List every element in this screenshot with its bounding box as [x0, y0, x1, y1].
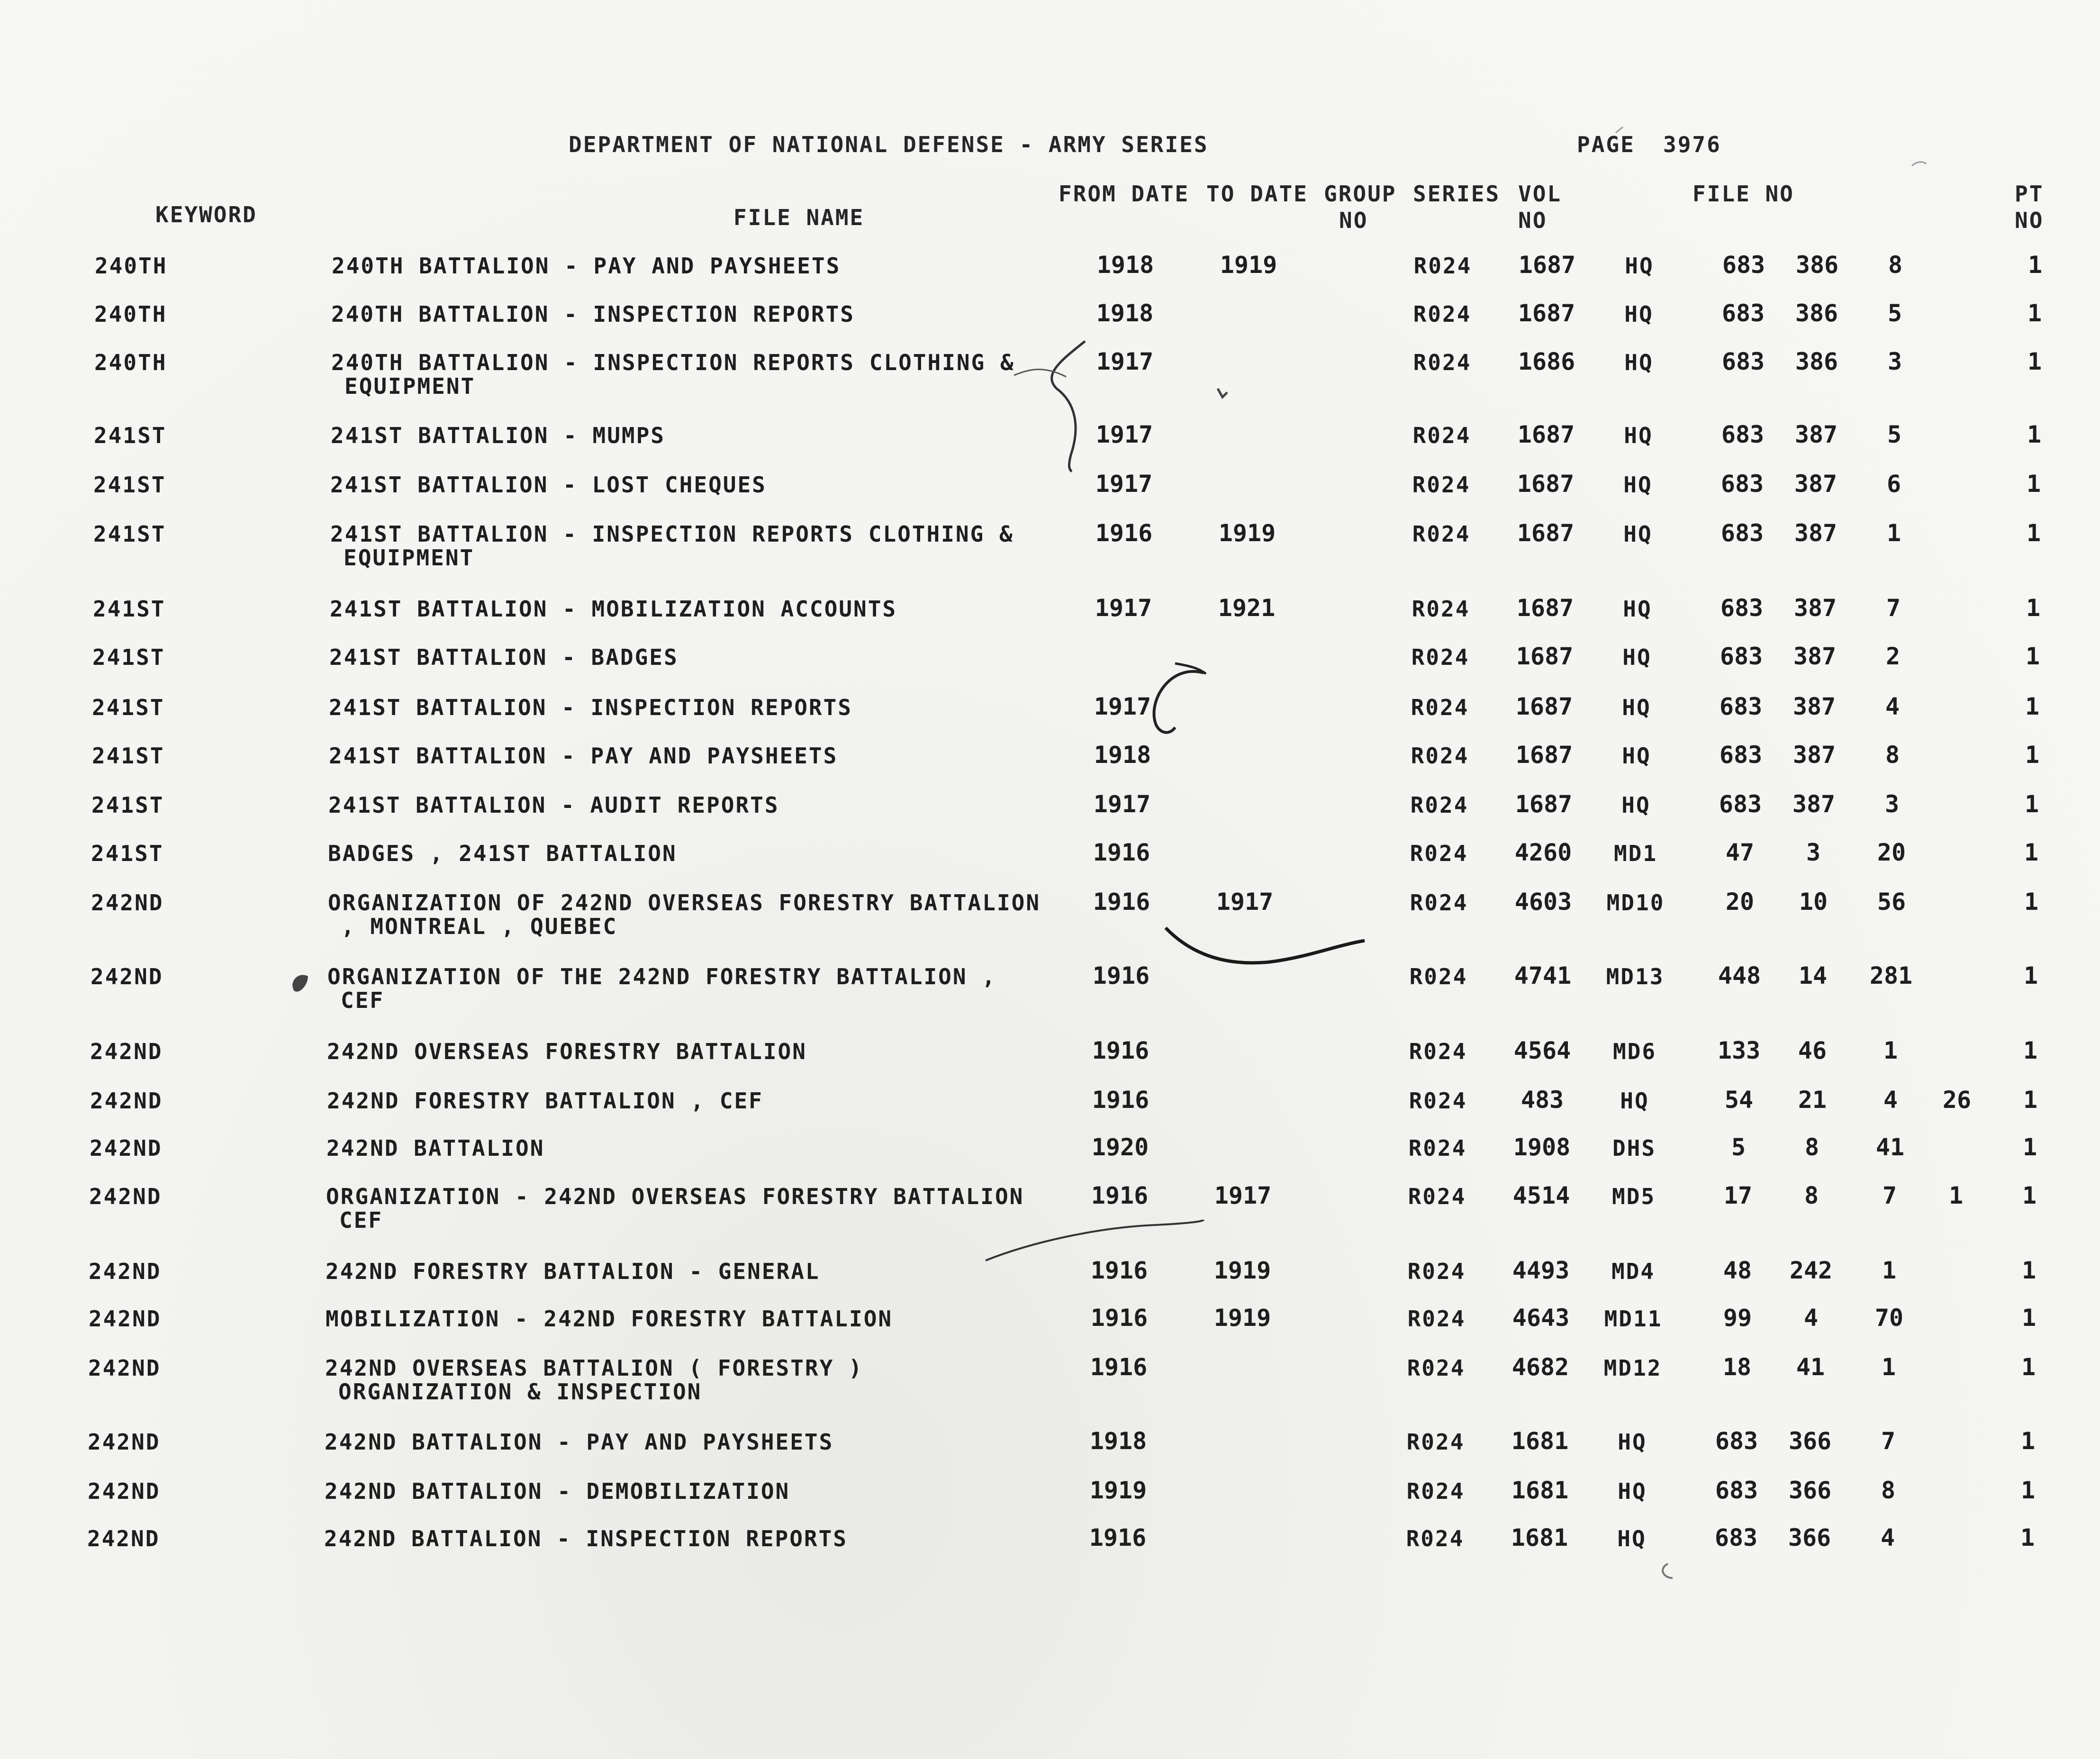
keyword-cell: 241ST	[91, 792, 164, 818]
series-cell: R024	[1413, 350, 1472, 375]
keyword-cell: 242ND	[90, 1135, 163, 1161]
file-name-cell: 242ND OVERSEAS BATTALION ( FORESTRY )	[325, 1355, 863, 1381]
file-prefix-cell: MD6	[1612, 1039, 1657, 1064]
series-cell: R024	[1411, 695, 1469, 720]
file-no-3-cell: 7	[1886, 594, 1901, 622]
from-date-cell: 1917	[1096, 348, 1154, 375]
from-date-cell: 1917	[1094, 693, 1151, 720]
to-date-cell: 1919	[1213, 1257, 1271, 1284]
file-no-3-cell: 1	[1886, 519, 1901, 547]
to-date-cell: 1919	[1218, 519, 1276, 547]
col-group-no: NO	[1339, 208, 1368, 233]
file-name-cell: ORGANIZATION OF THE 242ND FORESTRY BATTALION ,	[327, 964, 996, 989]
keyword-cell: 242ND	[89, 1306, 162, 1332]
keyword-cell: 240TH	[95, 253, 168, 279]
keyword-cell: 242ND	[91, 890, 164, 916]
vol-no-cell: 4643	[1512, 1304, 1570, 1332]
from-date-cell: 1916	[1090, 1353, 1148, 1381]
to-date-cell: 1919	[1220, 251, 1277, 279]
series-cell: R024	[1408, 1184, 1466, 1209]
series-cell: R024	[1413, 301, 1472, 327]
file-no-3-cell: 5	[1887, 299, 1902, 327]
series-cell: R024	[1410, 792, 1469, 818]
series-cell: R024	[1412, 423, 1471, 448]
part-no-cell: 1	[2021, 1257, 2037, 1284]
part-no-cell: 1	[2020, 1427, 2036, 1455]
file-no-2-cell: 46	[1798, 1037, 1827, 1064]
keyword-cell: 241ST	[94, 423, 167, 448]
file-no-3-cell: 8	[1881, 1477, 1896, 1504]
file-name-cell: 241ST BATTALION - LOST CHEQUES	[330, 472, 767, 498]
series-cell: R024	[1410, 841, 1468, 866]
keyword-cell: 241ST	[93, 521, 166, 547]
keyword-cell: 242ND	[91, 964, 163, 989]
vol-no-cell: 1687	[1518, 299, 1575, 327]
file-prefix-cell: HQ	[1624, 423, 1653, 448]
part-no-cell: 1	[2024, 888, 2039, 916]
file-no-3-cell: 4	[1885, 693, 1900, 720]
file-no-1-cell: 683	[1721, 348, 1765, 375]
from-date-cell: 1916	[1092, 1086, 1150, 1114]
file-no-2-cell: 3	[1806, 839, 1821, 866]
vol-no-cell: 1687	[1517, 470, 1575, 498]
vol-no-cell: 1687	[1516, 594, 1574, 622]
file-no-3-cell: 2	[1885, 643, 1901, 670]
file-name-cell: 242ND FORESTRY BATTALION - GENERAL	[326, 1259, 820, 1284]
file-no-1-cell: 683	[1719, 790, 1762, 818]
from-date-cell: 1917	[1095, 594, 1152, 622]
file-no-2-cell: 387	[1792, 790, 1836, 818]
keyword-cell: 241ST	[93, 472, 166, 498]
vol-no-cell: 1687	[1515, 741, 1573, 769]
vol-no-cell: 4603	[1514, 888, 1572, 916]
from-date-cell: 1917	[1093, 790, 1151, 818]
vol-no-cell: 1681	[1511, 1427, 1569, 1455]
vol-no-cell: 4514	[1512, 1182, 1570, 1209]
keyword-cell: 242ND	[89, 1259, 162, 1284]
document-title: DEPARTMENT OF NATIONAL DEFENSE - ARMY SERIES	[569, 132, 1209, 157]
file-name-cell: 242ND BATTALION	[326, 1135, 545, 1161]
file-no-2-cell: 387	[1794, 470, 1838, 498]
file-no-2-cell: 8	[1804, 1133, 1819, 1161]
file-no-4-cell: 26	[1942, 1086, 1972, 1114]
file-no-2-cell: 386	[1795, 251, 1839, 279]
part-no-cell: 1	[2023, 1037, 2038, 1064]
file-name-continuation: EQUIPMENT	[344, 373, 476, 399]
file-no-1-cell: 683	[1721, 421, 1765, 448]
part-no-cell: 1	[2021, 1304, 2037, 1332]
keyword-cell: 242ND	[90, 1088, 163, 1114]
file-no-3-cell: 5	[1887, 421, 1902, 448]
series-cell: R024	[1410, 890, 1468, 916]
file-prefix-cell: HQ	[1622, 695, 1651, 720]
series-cell: R024	[1406, 1526, 1465, 1551]
from-date-cell: 1916	[1090, 1304, 1148, 1332]
keyword-cell: 241ST	[92, 644, 165, 670]
file-no-3-cell: 70	[1874, 1304, 1904, 1332]
col-to-date: TO DATE	[1206, 181, 1308, 207]
part-no-cell: 1	[2027, 299, 2042, 327]
file-name-cell: 240TH BATTALION - PAY AND PAYSHEETS	[332, 253, 841, 279]
col-from-date: FROM DATE	[1059, 181, 1190, 207]
from-date-cell: 1918	[1094, 741, 1151, 769]
file-no-2-cell: 21	[1798, 1086, 1827, 1114]
file-name-cell: 242ND BATTALION - PAY AND PAYSHEETS	[325, 1429, 834, 1455]
col-vol-no: NO	[1518, 208, 1548, 233]
file-no-3-cell: 20	[1877, 839, 1906, 866]
series-cell: R024	[1407, 1355, 1466, 1381]
file-prefix-cell: HQ	[1617, 1526, 1647, 1551]
keyword-cell: 240TH	[94, 350, 167, 375]
file-no-1-cell: 683	[1715, 1477, 1758, 1504]
file-no-1-cell: 48	[1723, 1257, 1752, 1284]
file-no-1-cell: 683	[1719, 693, 1763, 720]
file-prefix-cell: HQ	[1622, 644, 1652, 670]
from-date-cell: 1916	[1089, 1524, 1147, 1551]
file-no-3-cell: 8	[1888, 251, 1903, 279]
file-name-cell: 241ST BATTALION - AUDIT REPORTS	[328, 792, 779, 818]
file-no-3-cell: 56	[1877, 888, 1906, 916]
file-prefix-cell: DHS	[1612, 1135, 1656, 1161]
file-prefix-cell: MD5	[1611, 1184, 1656, 1209]
part-no-cell: 1	[2020, 1477, 2036, 1504]
file-name-cell: ORGANIZATION OF 242ND OVERSEAS FORESTRY BATTALION	[328, 890, 1041, 916]
col-pt: PT	[2015, 181, 2044, 207]
file-no-1-cell: 683	[1714, 1524, 1758, 1551]
part-no-cell: 1	[2023, 962, 2038, 989]
vol-no-cell: 1687	[1516, 643, 1574, 670]
vol-no-cell: 1908	[1513, 1133, 1571, 1161]
file-no-2-cell: 387	[1793, 643, 1837, 670]
vol-no-cell: 1687	[1515, 693, 1573, 720]
file-no-1-cell: 17	[1723, 1182, 1753, 1209]
file-name-cell: 241ST BATTALION - PAY AND PAYSHEETS	[329, 743, 838, 769]
keyword-cell: 242ND	[89, 1184, 162, 1209]
part-no-cell: 1	[2026, 470, 2041, 498]
part-no-cell: 1	[2020, 1524, 2035, 1551]
from-date-cell: 1916	[1093, 888, 1150, 916]
to-date-cell: 1919	[1213, 1304, 1271, 1332]
part-no-cell: 1	[2027, 421, 2042, 448]
file-no-1-cell: 5	[1731, 1133, 1746, 1161]
keyword-cell: 242ND	[88, 1355, 161, 1381]
file-no-2-cell: 387	[1792, 741, 1836, 769]
from-date-cell: 1916	[1092, 962, 1150, 989]
file-no-1-cell: 47	[1725, 839, 1755, 866]
file-prefix-cell: HQ	[1624, 350, 1654, 375]
vol-no-cell: 1687	[1515, 790, 1573, 818]
series-cell: R024	[1412, 521, 1471, 547]
from-date-cell: 1918	[1096, 251, 1154, 279]
series-cell: R024	[1413, 253, 1472, 279]
vol-no-cell: 1681	[1511, 1477, 1569, 1504]
file-name-cell: 242ND OVERSEAS FORESTRY BATTALION	[327, 1039, 807, 1064]
file-name-continuation: EQUIPMENT	[344, 545, 475, 571]
vol-no-cell: 4493	[1512, 1257, 1570, 1284]
file-prefix-cell: HQ	[1624, 301, 1654, 327]
series-cell: R024	[1412, 472, 1471, 498]
file-no-1-cell: 683	[1720, 594, 1764, 622]
part-no-cell: 1	[2026, 594, 2041, 622]
vol-no-cell: 4682	[1512, 1353, 1569, 1381]
from-date-cell: 1917	[1095, 421, 1153, 448]
series-cell: R024	[1406, 1429, 1465, 1455]
file-name-cell: 242ND BATTALION - INSPECTION REPORTS	[324, 1526, 848, 1551]
file-no-3-cell: 1	[1882, 1257, 1897, 1284]
file-prefix-cell: HQ	[1618, 1429, 1647, 1455]
file-no-2-cell: 386	[1795, 348, 1838, 375]
file-prefix-cell: MD13	[1606, 964, 1665, 989]
part-no-cell: 1	[2027, 348, 2042, 375]
file-no-2-cell: 387	[1792, 693, 1836, 720]
file-name-cell: 242ND BATTALION - DEMOBILIZATION	[325, 1478, 790, 1504]
from-date-cell: 1916	[1095, 519, 1153, 547]
col-keyword: KEYWORD	[155, 202, 257, 227]
from-date-cell: 1916	[1091, 1182, 1149, 1209]
part-no-cell: 1	[2024, 790, 2039, 818]
file-no-3-cell: 6	[1886, 470, 1901, 498]
file-no-1-cell: 683	[1715, 1427, 1758, 1455]
from-date-cell: 1920	[1091, 1133, 1149, 1161]
vol-no-cell: 483	[1521, 1086, 1564, 1114]
file-no-2-cell: 4	[1803, 1304, 1819, 1332]
part-no-cell: 1	[2021, 1353, 2036, 1381]
file-no-1-cell: 683	[1720, 519, 1764, 547]
from-date-cell: 1918	[1089, 1427, 1147, 1455]
from-date-cell: 1916	[1092, 1037, 1150, 1064]
page-label: PAGE	[1577, 132, 1635, 157]
series-cell: R024	[1409, 964, 1468, 989]
file-name-continuation: , MONTREAL , QUEBEC	[341, 914, 618, 939]
part-no-cell: 1	[2028, 251, 2043, 279]
col-group: GROUP	[1324, 181, 1397, 207]
file-no-3-cell: 3	[1887, 348, 1902, 375]
keyword-cell: 242ND	[87, 1526, 160, 1551]
part-no-cell: 1	[2025, 693, 2040, 720]
file-no-2-cell: 41	[1796, 1353, 1825, 1381]
file-no-3-cell: 7	[1882, 1182, 1897, 1209]
vol-no-cell: 1687	[1518, 251, 1576, 279]
file-name-cell: BADGES , 241ST BATTALION	[328, 841, 677, 866]
file-no-2-cell: 386	[1795, 299, 1838, 327]
col-series: SERIES	[1413, 181, 1501, 207]
series-cell: R024	[1412, 596, 1470, 622]
series-cell: R024	[1406, 1478, 1465, 1504]
file-no-3-cell: 4	[1880, 1524, 1895, 1551]
file-prefix-cell: HQ	[1623, 596, 1652, 622]
series-cell: R024	[1407, 1306, 1466, 1332]
keyword-cell: 241ST	[92, 743, 165, 769]
file-no-3-cell: 281	[1869, 962, 1913, 989]
series-cell: R024	[1411, 743, 1469, 769]
col-file-no: FILE NO	[1693, 181, 1794, 207]
col-file-name: FILE NAME	[733, 205, 865, 230]
file-no-1-cell: 683	[1720, 643, 1763, 670]
file-name-cell: 241ST BATTALION - BADGES	[329, 644, 679, 670]
file-name-cell: MOBILIZATION - 242ND FORESTRY BATTALION	[326, 1306, 893, 1332]
to-date-cell: 1917	[1214, 1182, 1272, 1209]
file-no-2-cell: 366	[1788, 1477, 1832, 1504]
vol-no-cell: 1686	[1518, 348, 1575, 375]
vol-no-cell: 4260	[1514, 839, 1572, 866]
file-no-3-cell: 4	[1883, 1086, 1898, 1114]
vol-no-cell: 1687	[1517, 421, 1575, 448]
file-no-3-cell: 1	[1883, 1037, 1898, 1064]
file-name-cell: 241ST BATTALION - INSPECTION REPORTS	[329, 695, 852, 720]
file-name-cell: 241ST BATTALION - MUMPS	[331, 423, 665, 448]
keyword-cell: 241ST	[93, 596, 166, 622]
part-no-cell: 1	[2022, 1133, 2037, 1161]
keyword-cell: 240TH	[94, 301, 167, 327]
file-name-cell: 242ND FORESTRY BATTALION , CEF	[327, 1088, 763, 1114]
file-prefix-cell: MD12	[1603, 1355, 1662, 1381]
file-no-3-cell: 8	[1885, 741, 1900, 769]
file-no-3-cell: 1	[1881, 1353, 1896, 1381]
file-no-1-cell: 20	[1725, 888, 1755, 916]
file-prefix-cell: HQ	[1623, 521, 1653, 547]
file-prefix-cell: HQ	[1621, 792, 1651, 818]
part-no-cell: 1	[2025, 741, 2040, 769]
col-pt-no: NO	[2015, 208, 2044, 233]
file-no-1-cell: 133	[1717, 1037, 1761, 1064]
file-no-3-cell: 3	[1884, 790, 1900, 818]
file-name-continuation: CEF	[341, 988, 385, 1013]
keyword-cell: 242ND	[88, 1478, 161, 1504]
file-name-continuation: CEF	[339, 1207, 383, 1233]
file-no-1-cell: 683	[1719, 741, 1763, 769]
file-prefix-cell: MD11	[1604, 1306, 1663, 1332]
part-no-cell: 1	[2026, 519, 2041, 547]
part-no-cell: 1	[2023, 1086, 2038, 1114]
part-no-cell: 1	[2024, 839, 2039, 866]
file-no-1-cell: 54	[1724, 1086, 1754, 1114]
file-prefix-cell: HQ	[1622, 743, 1651, 769]
file-no-4-cell: 1	[1948, 1182, 1964, 1209]
file-prefix-cell: HQ	[1620, 1088, 1649, 1114]
part-no-cell: 1	[2022, 1182, 2037, 1209]
file-no-1-cell: 448	[1718, 962, 1761, 989]
from-date-cell: 1917	[1095, 470, 1153, 498]
file-name-cell: 241ST BATTALION - MOBILIZATION ACCOUNTS	[330, 596, 897, 622]
vol-no-cell: 4564	[1513, 1037, 1571, 1064]
series-cell: R024	[1409, 1039, 1467, 1064]
keyword-cell: 242ND	[90, 1039, 163, 1064]
file-no-3-cell: 41	[1875, 1133, 1905, 1161]
file-no-2-cell: 387	[1794, 421, 1838, 448]
file-prefix-cell: HQ	[1623, 472, 1653, 498]
file-prefix-cell: MD4	[1611, 1259, 1656, 1284]
file-no-1-cell: 18	[1722, 1353, 1752, 1381]
file-no-3-cell: 7	[1881, 1427, 1896, 1455]
page-number: 3976	[1663, 132, 1721, 157]
file-no-1-cell: 683	[1721, 299, 1765, 327]
file-no-2-cell: 387	[1793, 594, 1837, 622]
file-name-cell: 241ST BATTALION - INSPECTION REPORTS CLOTHING &	[330, 521, 1014, 547]
file-name-cell: 240TH BATTALION - INSPECTION REPORTS CLOTHING &	[331, 350, 1015, 375]
vol-no-cell: 1681	[1511, 1524, 1568, 1551]
from-date-cell: 1918	[1096, 299, 1154, 327]
file-no-2-cell: 10	[1799, 888, 1828, 916]
file-no-2-cell: 366	[1788, 1524, 1831, 1551]
keyword-cell: 241ST	[92, 695, 165, 720]
file-prefix-cell: MD1	[1613, 841, 1658, 866]
file-no-1-cell: 99	[1723, 1304, 1752, 1332]
vol-no-cell: 1687	[1517, 519, 1575, 547]
series-cell: R024	[1411, 644, 1470, 670]
from-date-cell: 1916	[1090, 1257, 1148, 1284]
series-cell: R024	[1409, 1088, 1467, 1114]
file-no-2-cell: 366	[1788, 1427, 1832, 1455]
keyword-cell: 241ST	[91, 841, 164, 866]
file-no-2-cell: 242	[1789, 1257, 1833, 1284]
from-date-cell: 1916	[1093, 839, 1150, 866]
from-date-cell: 1919	[1089, 1477, 1147, 1504]
to-date-cell: 1921	[1218, 594, 1276, 622]
file-no-2-cell: 14	[1798, 962, 1828, 989]
vol-no-cell: 4741	[1514, 962, 1572, 989]
series-cell: R024	[1407, 1259, 1466, 1284]
file-prefix-cell: HQ	[1618, 1478, 1647, 1504]
file-no-2-cell: 8	[1804, 1182, 1819, 1209]
file-no-1-cell: 683	[1722, 251, 1765, 279]
file-prefix-cell: MD10	[1606, 890, 1665, 916]
file-name-cell: ORGANIZATION - 242ND OVERSEAS FORESTRY BATTALION	[326, 1184, 1024, 1209]
file-prefix-cell: HQ	[1625, 253, 1654, 279]
col-vol: VOL	[1518, 181, 1562, 207]
series-cell: R024	[1408, 1135, 1467, 1161]
part-no-cell: 1	[2025, 643, 2040, 670]
file-no-1-cell: 683	[1720, 470, 1764, 498]
file-name-continuation: ORGANIZATION & INSPECTION	[338, 1379, 702, 1405]
keyword-cell: 242ND	[88, 1429, 161, 1455]
file-no-2-cell: 387	[1794, 519, 1838, 547]
to-date-cell: 1917	[1216, 888, 1274, 916]
file-name-cell: 240TH BATTALION - INSPECTION REPORTS	[331, 301, 855, 327]
